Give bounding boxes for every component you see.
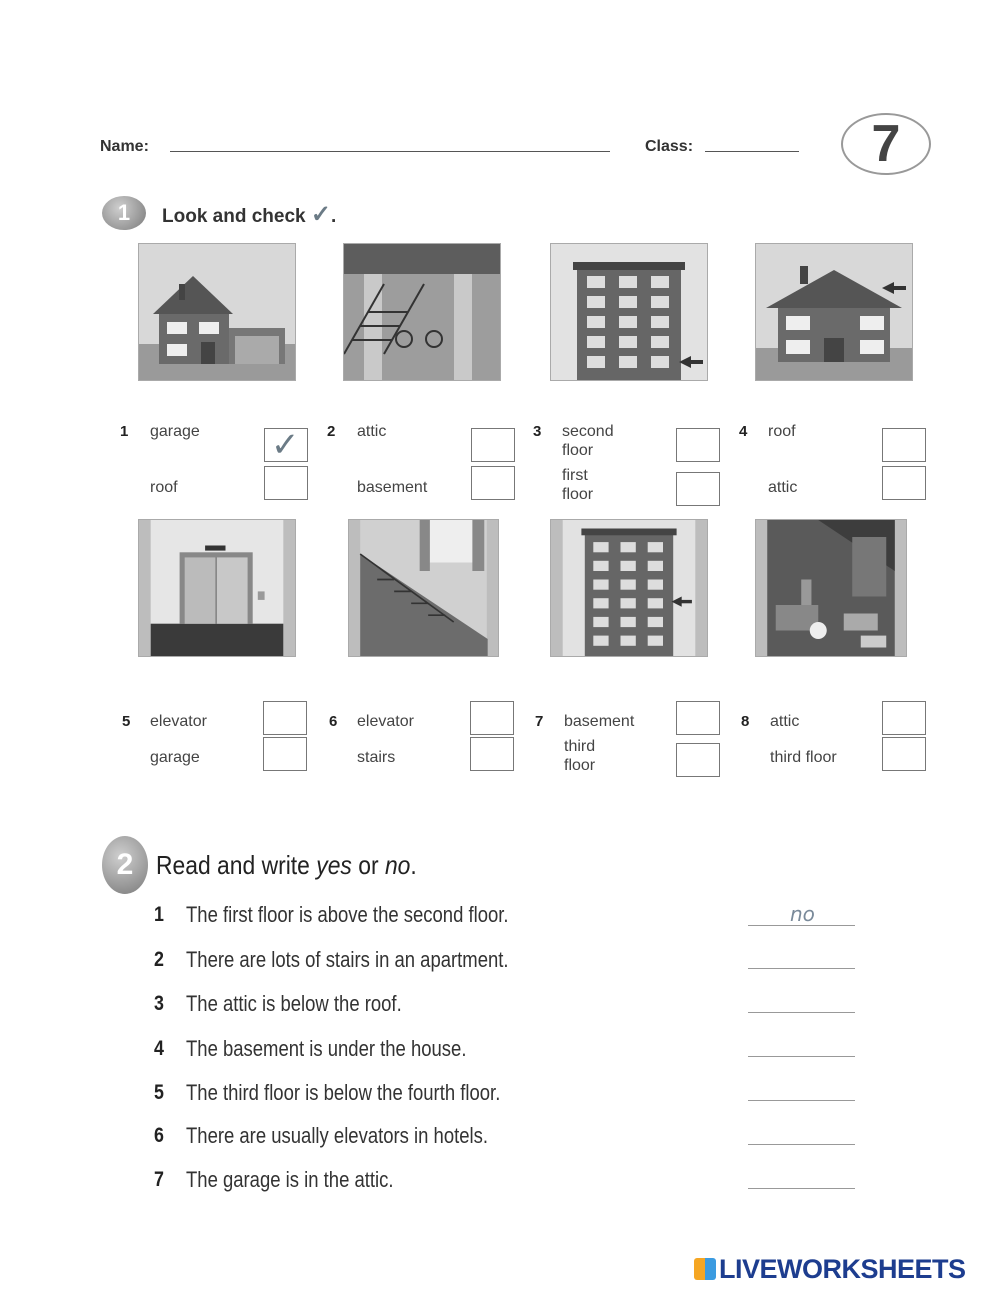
picture-house-garage bbox=[138, 243, 296, 381]
item-5-checkbox-a[interactable] bbox=[263, 701, 307, 735]
liveworksheets-logo-text: LIVEWORKSHEETS bbox=[719, 1254, 966, 1284]
answer-2-field[interactable] bbox=[748, 968, 855, 969]
exercise-2-title-no: no bbox=[384, 850, 411, 880]
liveworksheets-logo-icon bbox=[694, 1258, 716, 1280]
exercise-1-title-end: . bbox=[331, 206, 337, 227]
item-2-checkbox-b[interactable] bbox=[471, 466, 515, 500]
class-field[interactable] bbox=[705, 151, 799, 152]
item-2-checkbox-a[interactable] bbox=[471, 428, 515, 462]
sentence-5-text: The third floor is below the fourth floor. bbox=[186, 1080, 501, 1105]
answer-7-field[interactable] bbox=[748, 1188, 855, 1189]
item-number-4: 4 bbox=[739, 423, 748, 440]
item-3-option-a: second floor bbox=[562, 423, 614, 459]
exercise-1-title-text: Look and check bbox=[162, 206, 306, 227]
answer-1-text: no bbox=[790, 902, 815, 926]
unit-number-badge: 7 bbox=[841, 113, 931, 175]
item-7-option-a: basement bbox=[564, 713, 635, 730]
picture-elevator bbox=[138, 519, 296, 657]
item-6-checkbox-a[interactable] bbox=[470, 701, 514, 735]
item-4-checkbox-b[interactable] bbox=[882, 466, 926, 500]
sentence-number-3: 3 bbox=[154, 992, 164, 1015]
picture-basement bbox=[343, 243, 501, 381]
item-number-7: 7 bbox=[535, 713, 544, 730]
exercise-2-badge: 2 bbox=[102, 836, 148, 894]
picture-house-roof bbox=[755, 243, 913, 381]
item-6-option-b: stairs bbox=[357, 749, 396, 766]
exercise-1-badge: 1 bbox=[102, 196, 146, 230]
sentence-3-text: The attic is below the roof. bbox=[186, 991, 402, 1016]
exercise-2-title bbox=[156, 850, 417, 881]
item-5-option-a: elevator bbox=[150, 713, 207, 730]
item-1-checkbox-a[interactable] bbox=[264, 428, 308, 462]
sentence-number-6: 6 bbox=[154, 1124, 164, 1147]
exercise-2-title-yes: yes bbox=[316, 850, 352, 880]
sentence-number-5: 5 bbox=[154, 1081, 164, 1104]
item-6-checkbox-b[interactable] bbox=[470, 737, 514, 771]
answer-4-field[interactable] bbox=[748, 1056, 855, 1057]
item-8-checkbox-a[interactable] bbox=[882, 701, 926, 735]
item-8-option-a: attic bbox=[770, 713, 800, 730]
item-7-checkbox-a[interactable] bbox=[676, 701, 720, 735]
exercise-2-title-prefix: Read and write bbox=[156, 850, 317, 880]
check-mark-icon: ✓ bbox=[271, 426, 300, 464]
item-3-option-b: first floor bbox=[562, 467, 594, 503]
sentence-6-text: There are usually elevators in hotels. bbox=[186, 1123, 489, 1148]
check-icon: ✓ bbox=[310, 201, 331, 228]
item-number-8: 8 bbox=[741, 713, 750, 730]
item-7-option-b: third floor bbox=[564, 738, 596, 774]
sentence-1-text: The first floor is above the second floor. bbox=[186, 902, 509, 927]
answer-5-field[interactable] bbox=[748, 1100, 855, 1101]
answer-3-field[interactable] bbox=[748, 1012, 855, 1013]
exercise-2-title-end: . bbox=[410, 850, 417, 880]
item-8-checkbox-b[interactable] bbox=[882, 737, 926, 771]
item-1-option-b: roof bbox=[150, 479, 178, 496]
picture-attic bbox=[755, 519, 907, 657]
item-4-option-a: roof bbox=[768, 423, 796, 440]
item-2-option-a: attic bbox=[357, 423, 387, 440]
sentence-7-text: The garage is in the attic. bbox=[186, 1167, 394, 1192]
item-5-option-b: garage bbox=[150, 749, 200, 766]
sentence-number-1: 1 bbox=[154, 903, 164, 926]
item-number-2: 2 bbox=[327, 423, 336, 440]
name-label: Name: bbox=[100, 138, 149, 155]
item-3-checkbox-a[interactable] bbox=[676, 428, 720, 462]
answer-6-field[interactable] bbox=[748, 1144, 855, 1145]
item-8-option-b: third floor bbox=[770, 749, 837, 766]
sentence-number-4: 4 bbox=[154, 1037, 164, 1060]
answer-1-field[interactable] bbox=[748, 925, 855, 926]
picture-apartment-third-floor bbox=[550, 519, 708, 657]
sentence-2-text: There are lots of stairs in an apartment. bbox=[186, 947, 509, 972]
item-1-checkbox-b[interactable] bbox=[264, 466, 308, 500]
exercise-2-title-or: or bbox=[351, 850, 385, 880]
item-3-checkbox-b[interactable] bbox=[676, 472, 720, 506]
class-label: Class: bbox=[645, 138, 694, 155]
item-4-option-b: attic bbox=[768, 479, 798, 496]
item-number-3: 3 bbox=[533, 423, 542, 440]
item-number-6: 6 bbox=[329, 713, 338, 730]
item-7-checkbox-b[interactable] bbox=[676, 743, 720, 777]
sentence-number-7: 7 bbox=[154, 1168, 164, 1191]
exercise-1-title bbox=[162, 200, 336, 229]
picture-apartment-first-floor bbox=[550, 243, 708, 381]
item-1-option-a: garage bbox=[150, 423, 200, 440]
item-4-checkbox-a[interactable] bbox=[882, 428, 926, 462]
item-2-option-b: basement bbox=[357, 479, 428, 496]
sentence-number-2: 2 bbox=[154, 948, 164, 971]
item-number-5: 5 bbox=[122, 713, 131, 730]
item-6-option-a: elevator bbox=[357, 713, 414, 730]
name-field[interactable] bbox=[170, 151, 610, 152]
picture-stairs bbox=[348, 519, 499, 657]
item-number-1: 1 bbox=[120, 423, 129, 440]
sentence-4-text: The basement is under the house. bbox=[186, 1036, 467, 1061]
item-5-checkbox-b[interactable] bbox=[263, 737, 307, 771]
liveworksheets-logo bbox=[694, 1254, 966, 1285]
